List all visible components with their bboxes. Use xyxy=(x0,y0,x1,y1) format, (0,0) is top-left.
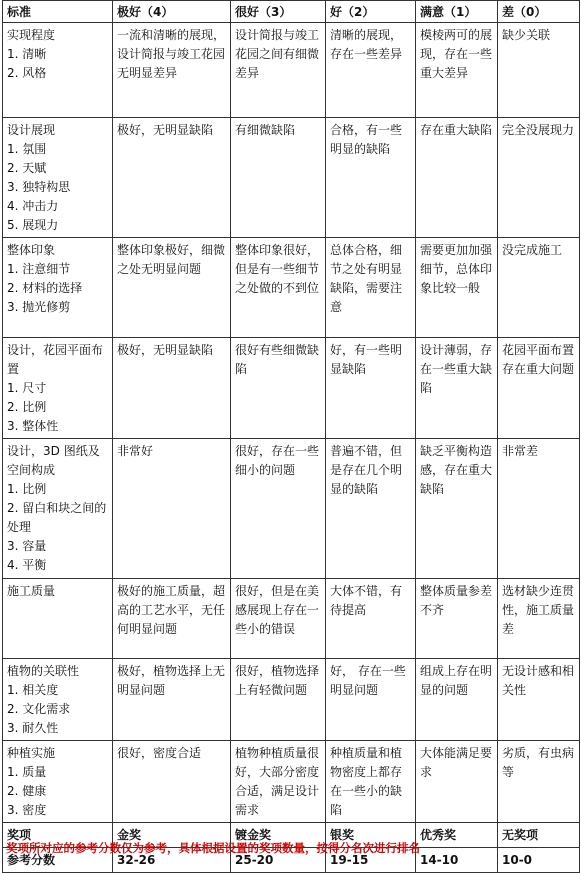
award-none: 无奖项 xyxy=(498,823,580,848)
level-description-cell: 清晰的展现，存在一些差异 xyxy=(326,23,416,118)
level-description-cell: 无设计感和相关性 xyxy=(498,659,580,741)
level-description-cell: 好，有一些明显缺陷 xyxy=(326,338,416,439)
table-row xyxy=(3,439,580,579)
table-row xyxy=(3,238,580,338)
header-level-poor: 差（0） xyxy=(498,1,580,23)
level-description-cell: 非常好 xyxy=(113,439,231,579)
score-none: 10-0 xyxy=(498,848,580,873)
level-description-cell: 缺少关联 xyxy=(498,23,580,118)
criterion-cell xyxy=(3,238,113,338)
criterion-title: 设计，花园平面布置 xyxy=(7,343,104,376)
table-row xyxy=(3,659,580,741)
criterion-title: 施工质量 xyxy=(7,584,56,598)
level-description-cell: 有细微缺陷 xyxy=(231,118,326,238)
level-description-cell: 很好，存在一些细小的问题 xyxy=(231,439,326,579)
criterion-sub-item: 5. 展现力 xyxy=(7,218,59,232)
criterion-sub-item: 1. 清晰 xyxy=(7,47,47,61)
level-description-cell: 植物种植质量很好，大部分密度合适，满足设计需求 xyxy=(231,741,326,823)
criterion-sub-item: 4. 冲击力 xyxy=(7,199,59,213)
criterion-sub-item: 3. 抛光修剪 xyxy=(7,300,71,314)
header-level-good: 好（2） xyxy=(326,1,416,23)
level-description-cell: 整体印象很好，但是有一些细节之处做的不到位 xyxy=(231,238,326,338)
level-description-cell: 劣质，有虫病等 xyxy=(498,741,580,823)
criterion-cell xyxy=(3,439,113,579)
level-description-cell: 选材缺少连贯性，施工质量差 xyxy=(498,579,580,659)
scores-label: 参考分数 xyxy=(3,848,113,873)
footnote: 奖项所对应的参考分数仅为参考，具体根据设置的奖项数量，按得分名次进行排名 xyxy=(6,841,420,855)
header-criteria: 标准 xyxy=(3,1,113,23)
level-description-cell: 大体能满足要求 xyxy=(416,741,498,823)
header-level-excellent: 极好（4） xyxy=(113,1,231,23)
criterion-sub-item: 3. 密度 xyxy=(7,803,47,817)
level-description-cell: 大体不错，有待提高 xyxy=(326,579,416,659)
header-level-very-good: 很好（3） xyxy=(231,1,326,23)
level-description-cell: 花园平面布置存在重大问题 xyxy=(498,338,580,439)
criterion-cell xyxy=(3,338,113,439)
level-description-cell: 极好，无明显缺陷 xyxy=(113,338,231,439)
criterion-sub-item: 2. 留白和块之间的处理 xyxy=(7,501,107,534)
awards-label: 奖项 xyxy=(3,823,113,848)
level-description-cell: 整体质量参差不齐 xyxy=(416,579,498,659)
level-description-cell: 缺乏平衡构造感，存在重大缺陷 xyxy=(416,439,498,579)
award-gilt: 镀金奖 xyxy=(231,823,326,848)
level-description-cell: 整体印象极好，细微之处无明显问题 xyxy=(113,238,231,338)
award-gold: 金奖 xyxy=(113,823,231,848)
criterion-sub-item: 1. 氛围 xyxy=(7,142,47,156)
level-description-cell: 极好，无明显缺陷 xyxy=(113,118,231,238)
rubric-body xyxy=(3,23,580,823)
table-row xyxy=(3,741,580,823)
level-description-cell: 极好的施工质量，超高的工艺水平，无任何明显问题 xyxy=(113,579,231,659)
criterion-cell xyxy=(3,741,113,823)
level-description-cell: 总体合格，细节之处有明显缺陷，需要注意 xyxy=(326,238,416,338)
criterion-cell xyxy=(3,579,113,659)
level-description-cell: 很好，植物选择上有轻微问题 xyxy=(231,659,326,741)
criterion-title: 整体印象 xyxy=(7,243,56,257)
table-row xyxy=(3,118,580,238)
criterion-sub-item: 3. 整体性 xyxy=(7,419,59,433)
level-description-cell: 很好，密度合适 xyxy=(113,741,231,823)
level-description-cell: 非常差 xyxy=(498,439,580,579)
award-merit: 优秀奖 xyxy=(416,823,498,848)
criterion-title: 植物的关联性 xyxy=(7,664,80,678)
award-silver: 银奖 xyxy=(326,823,416,848)
level-description-cell: 种植质量和植物密度上都存在一些小的缺陷 xyxy=(326,741,416,823)
level-description-cell: 普遍不错，但是存在几个明显的缺陷 xyxy=(326,439,416,579)
score-silver: 19-15 xyxy=(326,848,416,873)
scoring-rubric-table xyxy=(2,0,580,873)
criterion-sub-item: 1. 注意细节 xyxy=(7,262,71,276)
header-level-satisfactory: 满意（1） xyxy=(416,1,498,23)
level-description-cell: 极好，植物选择上无明显问题 xyxy=(113,659,231,741)
criterion-sub-item: 2. 比例 xyxy=(7,400,47,414)
level-description-cell: 存在重大缺陷 xyxy=(416,118,498,238)
level-description-cell: 好， 存在一些明显问题 xyxy=(326,659,416,741)
criterion-sub-item: 4. 平衡 xyxy=(7,558,47,572)
score-gilt: 25-20 xyxy=(231,848,326,873)
level-description-cell: 完全没展现力 xyxy=(498,118,580,238)
criterion-sub-item: 1. 尺寸 xyxy=(7,381,47,395)
criterion-sub-item: 1. 比例 xyxy=(7,482,47,496)
level-description-cell: 模棱两可的展现，存在一些重大差异 xyxy=(416,23,498,118)
criterion-sub-item: 3. 容量 xyxy=(7,539,47,553)
level-description-cell: 很好，但是在美感展现上存在一些小的错误 xyxy=(231,579,326,659)
criterion-sub-item: 2. 天赋 xyxy=(7,161,47,175)
table-row xyxy=(3,579,580,659)
criterion-title: 设计，3D 图纸及空间构成 xyxy=(7,444,100,477)
criterion-cell xyxy=(3,118,113,238)
criterion-sub-item: 3. 独特构思 xyxy=(7,180,71,194)
table-row xyxy=(3,23,580,118)
criterion-sub-item: 2. 风格 xyxy=(7,66,47,80)
level-description-cell: 很好有些细微缺陷 xyxy=(231,338,326,439)
score-gold: 32-26 xyxy=(113,848,231,873)
level-description-cell: 设计薄弱，存在一些重大缺陷 xyxy=(416,338,498,439)
level-description-cell: 设计简报与竣工花园之间有细微差异 xyxy=(231,23,326,118)
criterion-title: 设计展现 xyxy=(7,123,56,137)
criterion-sub-item: 1. 相关度 xyxy=(7,683,59,697)
level-description-cell: 需要更加加强细节，总体印象比较一般 xyxy=(416,238,498,338)
level-description-cell: 一流和清晰的展现，设计简报与竣工花园无明显差异 xyxy=(113,23,231,118)
level-description-cell: 合格，有一些明显的缺陷 xyxy=(326,118,416,238)
criterion-sub-item: 2. 文化需求 xyxy=(7,702,71,716)
criterion-title: 实现程度 xyxy=(7,28,56,42)
criterion-cell xyxy=(3,659,113,741)
criterion-sub-item: 2. 健康 xyxy=(7,784,47,798)
criterion-cell xyxy=(3,23,113,118)
level-description-cell: 没完成施工 xyxy=(498,238,580,338)
score-merit: 14-10 xyxy=(416,848,498,873)
table-row xyxy=(3,338,580,439)
criterion-sub-item: 1. 质量 xyxy=(7,765,47,779)
header-row xyxy=(3,1,580,23)
criterion-sub-item: 3. 耐久性 xyxy=(7,721,59,735)
criterion-sub-item: 2. 材料的选择 xyxy=(7,281,83,295)
level-description-cell: 组成上存在明显的问题 xyxy=(416,659,498,741)
criterion-title: 种植实施 xyxy=(7,746,56,760)
